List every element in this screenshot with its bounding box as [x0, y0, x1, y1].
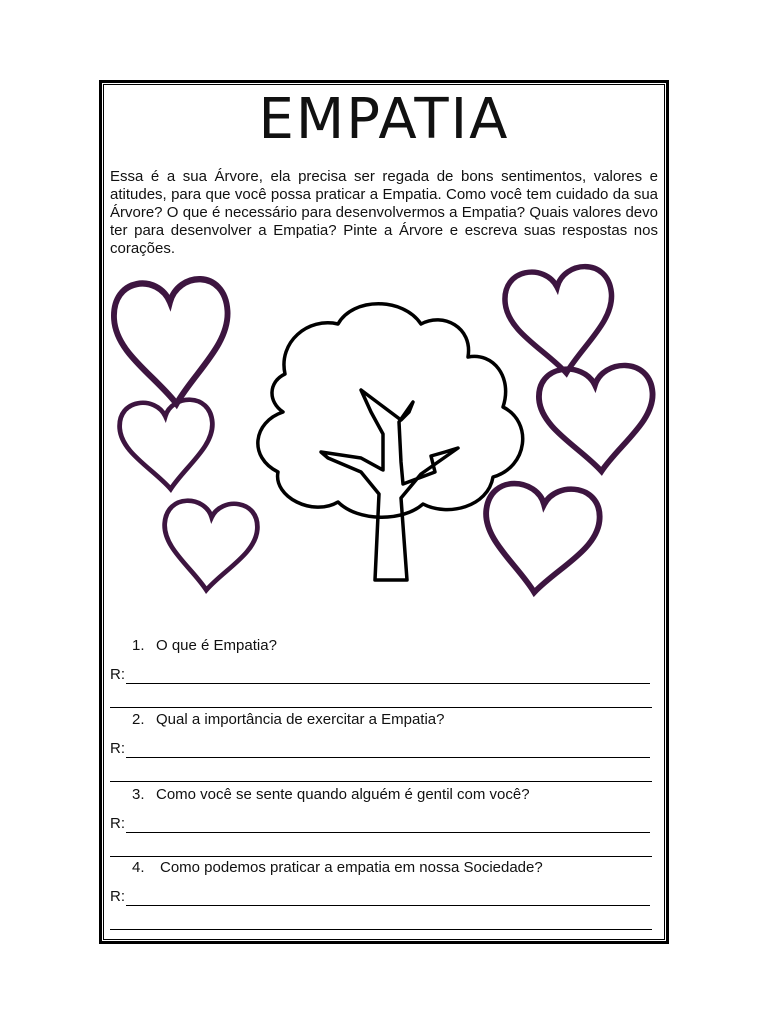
question-text: O que é Empatia?	[156, 637, 277, 654]
answer-line[interactable]	[126, 683, 650, 684]
answer-line[interactable]	[110, 856, 652, 857]
answer-line[interactable]	[110, 929, 652, 930]
answer-line[interactable]	[126, 832, 650, 833]
answer-label: R:	[110, 888, 125, 905]
question-number: 1.	[132, 637, 145, 654]
heart-icon	[478, 481, 603, 598]
tree-icon	[258, 304, 523, 580]
answer-line[interactable]	[126, 905, 650, 906]
intro-paragraph: Essa é a sua Árvore, ela precisa ser regada de bons sentimentos, valores e atitudes, para que você possa praticar a Empatia. Como você tem cuidado da sua Árvore? O que é necessário para desenvolvermos a Empatia? Quais valores devo ter para desenvolver a Empatia? Pinte a Árvore e escreva suas respostas nos corações.	[110, 168, 658, 257]
question-number: 2.	[132, 711, 145, 728]
heart-icon	[537, 364, 658, 475]
heart-icon	[112, 277, 233, 408]
heart-icon	[502, 264, 619, 378]
question-number: 3.	[132, 786, 145, 803]
answer-label: R:	[110, 815, 125, 832]
answer-label: R:	[110, 740, 125, 757]
heart-icon	[118, 398, 217, 492]
answer-line[interactable]	[110, 707, 652, 708]
heart-icon	[160, 499, 259, 593]
answer-label: R:	[110, 666, 125, 683]
answer-line[interactable]	[126, 757, 650, 758]
answer-line[interactable]	[110, 781, 652, 782]
question-text: Como você se sente quando alguém é gentil com você?	[156, 786, 530, 803]
question-text: Como podemos praticar a empatia em nossa Sociedade?	[160, 859, 543, 876]
tree-and-hearts-illustration	[103, 262, 665, 602]
page-title: EMPATIA	[258, 87, 510, 152]
question-number: 4.	[132, 859, 145, 876]
question-text: Qual a importância de exercitar a Empatia?	[156, 711, 445, 728]
